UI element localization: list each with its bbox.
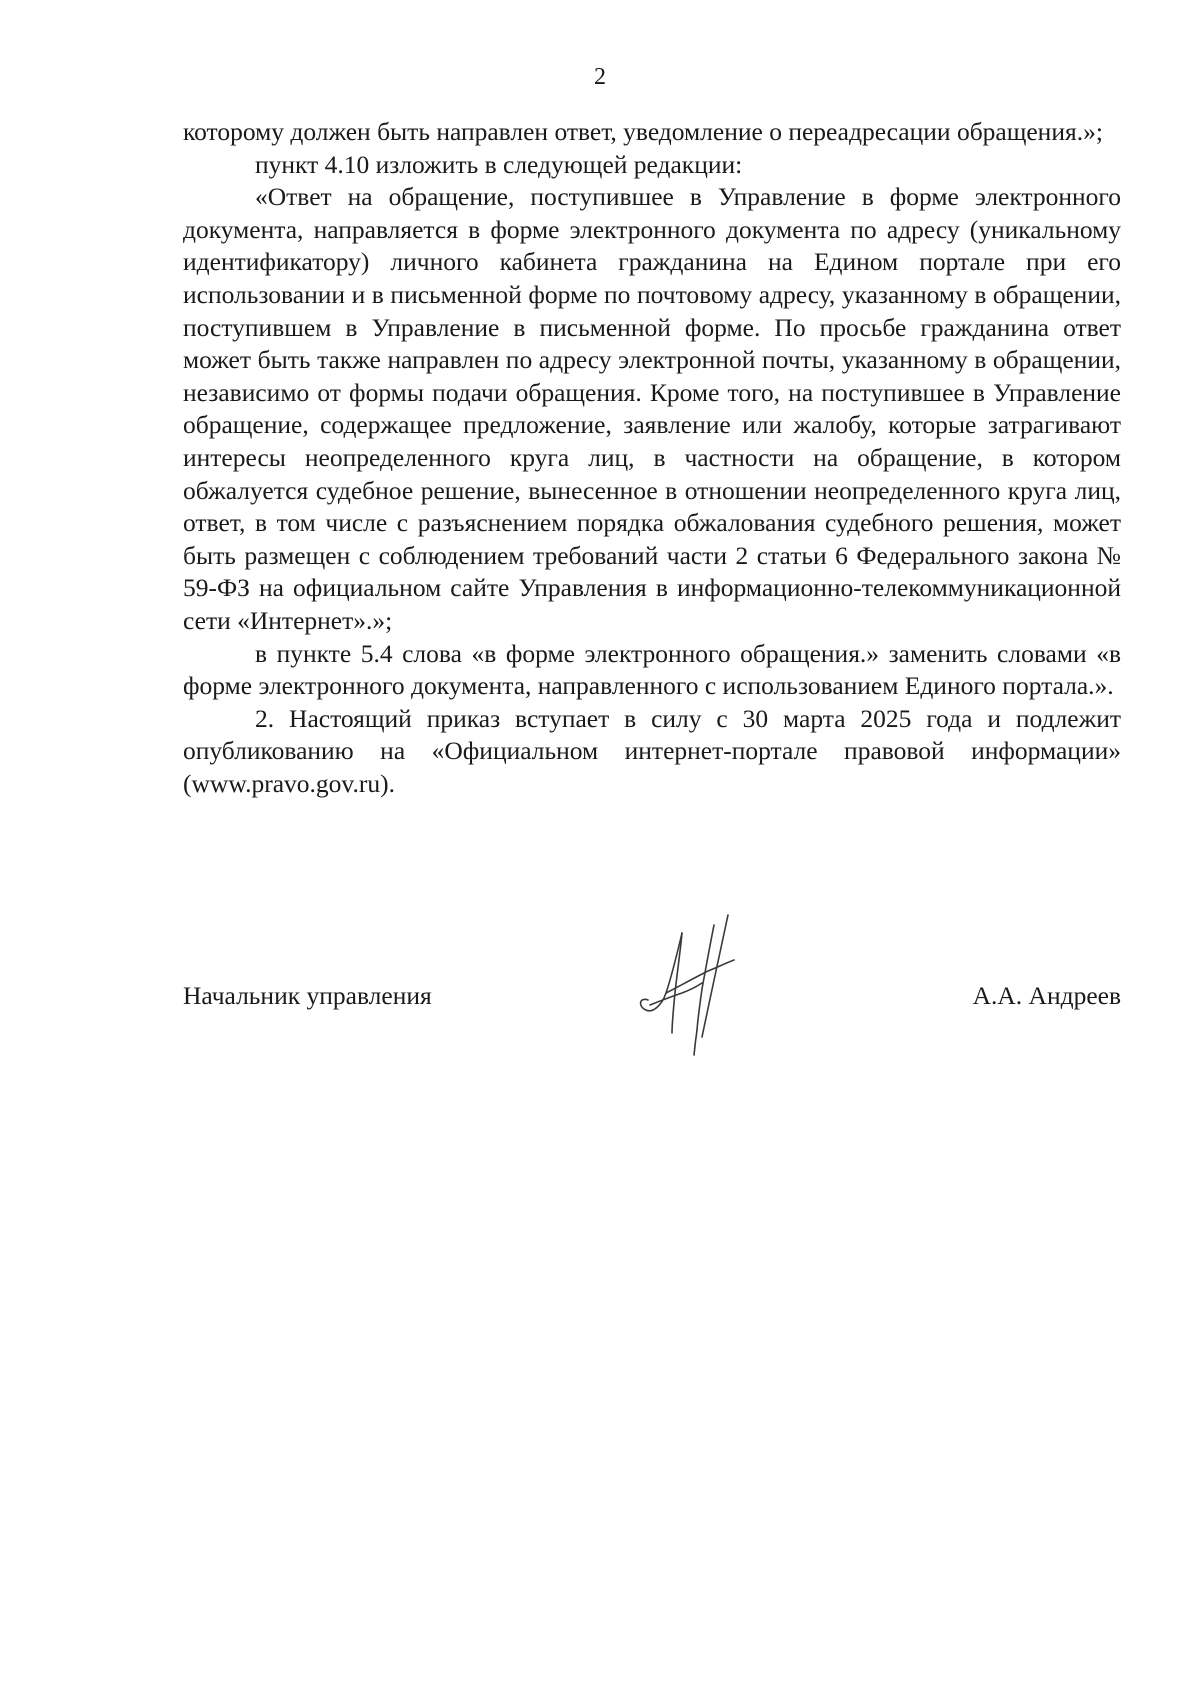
position-title: Начальник управления bbox=[183, 981, 432, 1010]
document-body bbox=[183, 116, 1121, 800]
paragraph-1: которому должен быть направлен ответ, уведомление о переадресации обращения.»; bbox=[183, 117, 1103, 146]
paragraph-3: «Ответ на обращение, поступившее в Управление в форме электронного документа, направляется в форме электронного документа по адресу (уникальному идентификатору) личного кабинета гражданина на Едином портале при его использовании и в письменной форме по почтовому адресу, указанному в обращении, поступившем в Управление в письменной форме. По просьбе гражданина ответ может быть также направлен по адресу электронной почты, указанному в обращении, независимо от формы подачи обращения. Кроме того, на поступившее в Управление обращение, содержащее предложение, заявление или жалобу, которые затрагивают интересы неопределенного круга лиц, в частности на обращение, в котором обжалуется судебное решение, вынесенное в отношении неопределенного круга лиц, ответ, в том числе с разъяснением порядка обжалования судебного решения, может быть размещен с соблюдением требований части 2 статьи 6 Федерального закона № 59-ФЗ на официальном сайте Управления в информационно-телекоммуникационной сети «Интернет».»; bbox=[183, 182, 1121, 635]
handwritten-signature bbox=[630, 905, 770, 1065]
signer-name: А.А. Андреев bbox=[972, 981, 1121, 1010]
paragraph-4: в пункте 5.4 слова «в форме электронного обращения.» заменить словами «в форме электронного документа, направленного с использованием Единого портала.». bbox=[183, 638, 1121, 701]
page-number: 2 bbox=[594, 64, 606, 90]
paragraph-5: 2. Настоящий приказ вступает в силу с 30 марта 2025 года и подлежит опубликованию на «Официальном интернет-портале правовой информации» (www.pravo.gov.ru). bbox=[183, 703, 1121, 798]
paragraph-2: пункт 4.10 изложить в следующей редакции: bbox=[255, 149, 743, 179]
